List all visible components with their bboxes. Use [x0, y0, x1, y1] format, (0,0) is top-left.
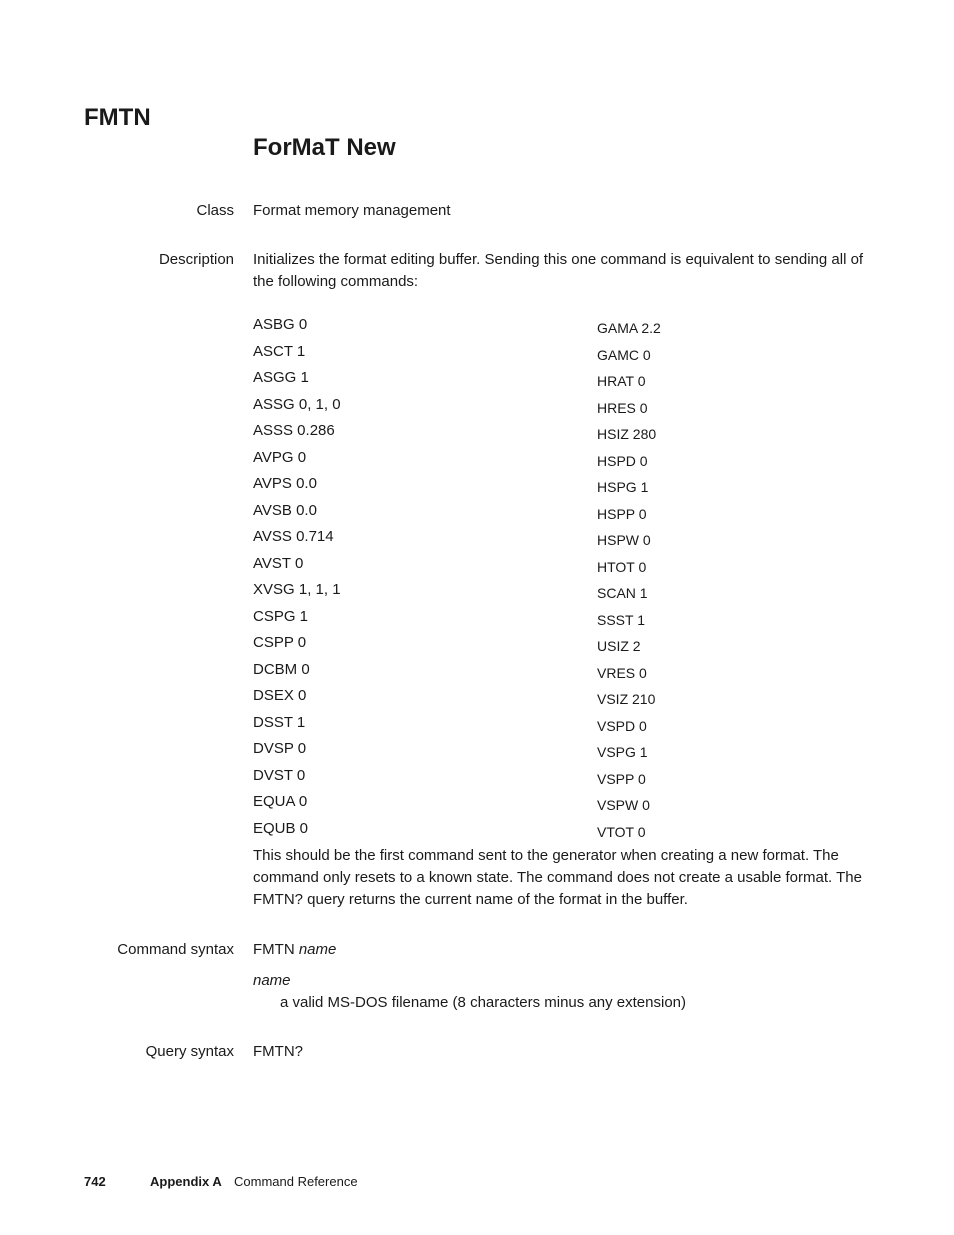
- param-name: name: [253, 972, 291, 989]
- command-name-heading: FMTN: [84, 104, 151, 131]
- command-list-item: HSPD 0: [597, 452, 648, 469]
- command-list-item: USIZ 2: [597, 638, 641, 654]
- command-syntax-label: Command syntax: [117, 941, 234, 958]
- query-syntax-value: FMTN?: [253, 1043, 303, 1060]
- query-syntax-label: Query syntax: [145, 1043, 234, 1060]
- command-list-item: VSPP 0: [597, 770, 646, 787]
- syntax-param: name: [298, 941, 337, 958]
- footer-reference: Command Reference: [234, 1174, 358, 1189]
- class-label: Class: [196, 202, 234, 219]
- command-list-item: HSPG 1: [597, 479, 649, 495]
- command-list-item: VTOT 0: [597, 823, 646, 840]
- command-list-item: CSPG 1: [253, 607, 309, 625]
- command-list-item: SCAN 1: [597, 585, 648, 601]
- footer-page-number: 742: [84, 1174, 106, 1189]
- command-list-item: XVSG 1, 1, 1: [253, 581, 341, 598]
- command-list-item: EQUB 0: [253, 819, 309, 837]
- command-list-item: HSPP 0: [597, 505, 647, 522]
- command-list-item: AVPG 0: [253, 448, 307, 466]
- command-list-item: CSPP 0: [253, 634, 307, 651]
- command-title-heading: ForMaT New: [253, 134, 396, 161]
- command-list-item: ASGG 1: [253, 369, 309, 386]
- param-description: a valid MS-DOS filename (8 characters minus any extension): [280, 994, 686, 1011]
- footer-section: Appendix A: [150, 1174, 222, 1189]
- command-list-item: SSST 1: [597, 611, 645, 628]
- command-list-item: ASCT 1: [253, 342, 306, 360]
- command-list-item: GAMA 2.2: [597, 320, 661, 336]
- command-list-item: AVST 0: [253, 554, 304, 572]
- command-list-item: DSST 1: [253, 713, 306, 731]
- class-value: Format memory management: [253, 202, 451, 219]
- command-list-item: DVSP 0: [253, 740, 307, 757]
- command-list-item: EQUA 0: [253, 793, 308, 810]
- command-list-item: VSPW 0: [597, 797, 650, 813]
- command-list-item: ASBG 0: [253, 316, 308, 333]
- description-label: Description: [158, 251, 234, 268]
- description-note: This should be the first command sent to the generator when creating a new format. The command only resets to a known state. The command does not create a usable format. The FMTN? query returns the current name of the format in the buffer.: [253, 847, 862, 908]
- command-list-item: HSPW 0: [597, 532, 651, 548]
- equivalent-commands-right-column: [597, 318, 661, 848]
- command-syntax-value: [253, 941, 336, 958]
- command-list-item: VSPG 1: [597, 744, 648, 760]
- command-list-item: VSIZ 210: [597, 691, 656, 707]
- command-list-item: DVST 0: [253, 766, 306, 784]
- command-list-item: AVPS 0.0: [253, 475, 317, 492]
- command-list-item: GAMC 0: [597, 346, 651, 363]
- equivalent-commands-left-column: [253, 314, 341, 844]
- command-list-item: AVSS 0.714: [253, 528, 334, 545]
- command-list-item: HRAT 0: [597, 373, 646, 389]
- command-list-item: VRES 0: [597, 664, 647, 681]
- command-list-item: HSIZ 280: [597, 426, 657, 442]
- syntax-keyword: FMTN: [253, 941, 295, 958]
- command-list-item: AVSB 0.0: [253, 501, 317, 519]
- command-list-item: HTOT 0: [597, 558, 647, 575]
- command-list-item: ASSS 0.286: [253, 422, 335, 439]
- description-intro: Initializes the format editing buffer. Sending this one command is equivalent to sending all of the following commands:: [253, 251, 864, 290]
- command-list-item: VSPD 0: [597, 717, 647, 734]
- command-list-item: DCBM 0: [253, 660, 310, 678]
- command-list-item: ASSG 0, 1, 0: [253, 395, 341, 413]
- command-list-item: DSEX 0: [253, 687, 307, 704]
- command-list-item: HRES 0: [597, 399, 648, 416]
